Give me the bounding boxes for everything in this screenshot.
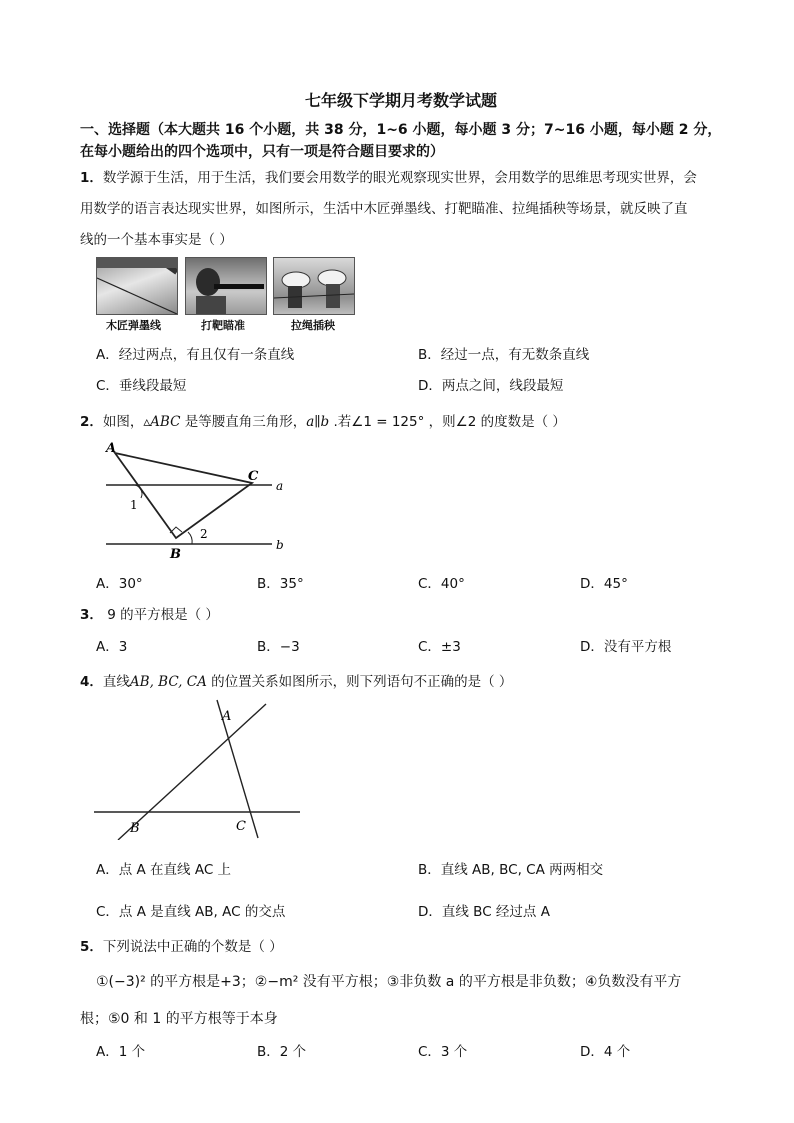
q4-lines: AB, BC, CA bbox=[129, 674, 207, 690]
label-angle-2: 2 bbox=[200, 527, 208, 541]
angle-2-arc bbox=[188, 532, 192, 544]
q4-number: 4． bbox=[80, 674, 103, 690]
q2-parallel: a∥b bbox=[306, 414, 330, 430]
photo-carpenter bbox=[96, 257, 178, 315]
q5-stem bbox=[80, 935, 283, 955]
q1-option-b[interactable]: B．经过一点，有无数条直线 bbox=[418, 347, 590, 363]
q4-option-c[interactable]: C．点 A 是直线 AB, AC 的交点 bbox=[96, 904, 286, 920]
q1-option-d[interactable]: D．两点之间，线段最短 bbox=[418, 378, 564, 394]
q2-text-mid: 是等腰直角三角形， bbox=[180, 414, 307, 430]
label-point-b: B bbox=[130, 821, 140, 836]
label-point-c: C bbox=[236, 819, 246, 834]
q4-stem bbox=[80, 670, 512, 690]
q2-number: 2． bbox=[80, 414, 103, 430]
photo-caption-carpenter: 木匠弹墨线 bbox=[106, 319, 161, 332]
label-b-point: B bbox=[170, 547, 181, 562]
label-a-point: A bbox=[106, 441, 117, 456]
q5-statements-line2: 根；⑤0 和 1 的平方根等于本身 bbox=[80, 1011, 278, 1027]
photo-caption-shooting: 打靶瞄准 bbox=[201, 319, 245, 332]
q5-option-d[interactable]: D．4 个 bbox=[580, 1044, 631, 1060]
q5-statements-line1: ①(−3)² 的平方根是+3；②−m² 没有平方根；③非负数 a 的平方根是非负数；④负数没有平方 bbox=[96, 974, 682, 990]
q1-line1 bbox=[80, 166, 697, 186]
photo-shooting bbox=[185, 257, 267, 315]
q4-text-pre: 直线 bbox=[102, 674, 130, 690]
q2-option-c[interactable]: C．40° bbox=[418, 576, 465, 592]
q2-triangle: ▵ABC bbox=[143, 414, 181, 430]
q4-text-post: 的位置关系如图所示，则下列语句不正确的是（ ） bbox=[206, 674, 513, 690]
q2-option-b[interactable]: B．35° bbox=[257, 576, 304, 592]
q3-stem bbox=[80, 603, 219, 623]
q3-option-c[interactable]: C．±3 bbox=[418, 639, 461, 655]
q5-option-c[interactable]: C．3 个 bbox=[418, 1044, 468, 1060]
q2-figure bbox=[100, 440, 290, 562]
triangle-abc bbox=[115, 453, 252, 538]
q4-figure bbox=[90, 698, 305, 840]
q3-number: 3． bbox=[80, 607, 103, 623]
section-heading-line1: 一、选择题（本大题共 16 个小题，共 38 分，1~6 小题，每小题 3 分；7~16 小题，每小题 2 分， bbox=[80, 122, 722, 138]
label-line-a: a bbox=[276, 479, 284, 493]
q3-option-d[interactable]: D．没有平方根 bbox=[580, 639, 672, 655]
label-c-point: C bbox=[248, 469, 259, 484]
q4-option-d[interactable]: D．直线 BC 经过点 A bbox=[418, 904, 550, 920]
photo-rice-planting bbox=[273, 257, 355, 315]
angle-1-arc bbox=[132, 485, 142, 498]
label-angle-1: 1 bbox=[130, 498, 138, 512]
q1-number: 1． bbox=[80, 170, 103, 186]
q3-text: 9 的平方根是（ ） bbox=[102, 607, 219, 623]
photo-caption-rice-planting: 拉绳插秧 bbox=[291, 319, 335, 332]
q1-option-a[interactable]: A．经过两点，有且仅有一条直线 bbox=[96, 347, 295, 363]
q1-line3: 线的一个基本事实是（ ） bbox=[80, 232, 233, 248]
q1-option-c[interactable]: C．垂线段最短 bbox=[96, 378, 187, 394]
page-title: 七年级下学期月考数学试题 bbox=[305, 91, 498, 110]
q2-option-a[interactable]: A．30° bbox=[96, 576, 143, 592]
q1-text-1: 数学源于生活，用于生活，我们要会用数学的眼光观察现实世界，会用数学的思维思考现实世界，会 bbox=[102, 170, 697, 186]
q5-option-b[interactable]: B．2 个 bbox=[257, 1044, 307, 1060]
q2-text-pre: 如图， bbox=[102, 414, 144, 430]
q5-number: 5． bbox=[80, 939, 103, 955]
q2-angle: .若∠1 = 125° bbox=[329, 414, 425, 430]
q4-option-a[interactable]: A．点 A 在直线 AC 上 bbox=[96, 862, 232, 878]
label-line-b: b bbox=[276, 538, 284, 552]
q5-option-a[interactable]: A．1 个 bbox=[96, 1044, 146, 1060]
q3-option-b[interactable]: B．−3 bbox=[257, 639, 300, 655]
q3-option-a[interactable]: A．3 bbox=[96, 639, 128, 655]
q5-text: 下列说法中正确的个数是（ ） bbox=[102, 939, 283, 955]
q2-text-post: ，则∠2 的度数是（ ） bbox=[424, 414, 566, 430]
q2-stem bbox=[80, 410, 566, 430]
q4-option-b[interactable]: B．直线 AB, BC, CA 两两相交 bbox=[418, 862, 604, 878]
q1-line2: 用数学的语言表达现实世界，如图所示，生活中木匠弹墨线、打靶瞄准、拉绳插秧等场景，就反映了直 bbox=[80, 201, 688, 217]
label-point-a: A bbox=[222, 709, 232, 724]
section-heading-line2: 在每小题给出的四个选项中，只有一项是符合题目要求的） bbox=[80, 144, 444, 160]
q2-option-d[interactable]: D．45° bbox=[580, 576, 628, 592]
